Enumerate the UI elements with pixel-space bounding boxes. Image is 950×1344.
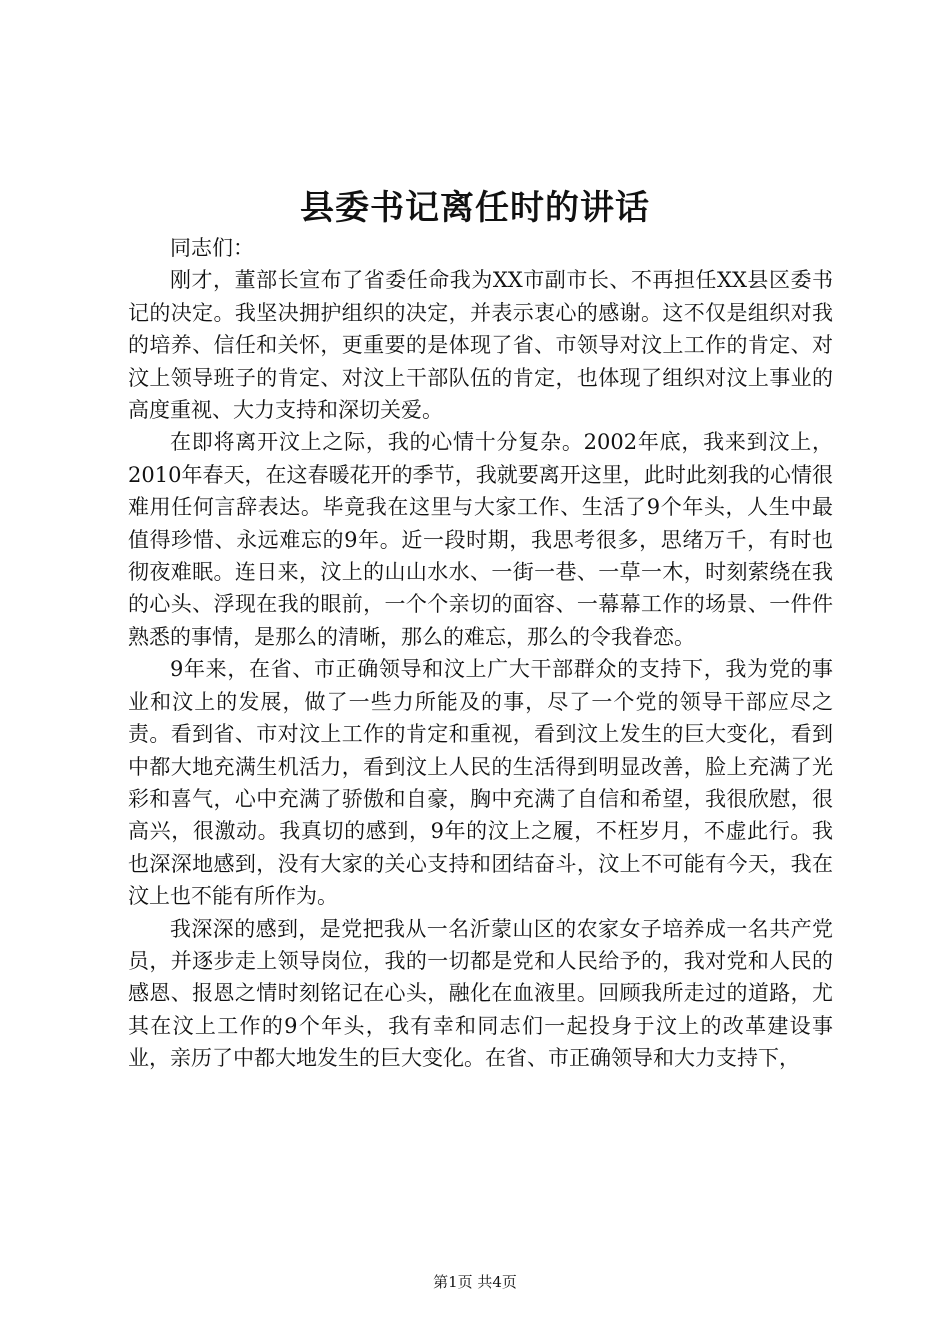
paragraph-4: 我深深的感到，是党把我从一名沂蒙山区的农家女子培养成一名共产党员，并逐步走上领导岗位，我的一切都是党和人民给予的，我对党和人民的感恩、报恩之情时刻铭记在心头，融化在血液里。回顾我所走过的道路，尤其在汶上工作的9个年头，我有幸和同志们一起投身于汶上的改革建设事业，亲历了中都大地发生的巨大变化。在省、市正确领导和大力支持下， (128, 916, 833, 1071)
paragraph-3: 9年来，在省、市正确领导和汶上广大干部群众的支持下，我为党的事业和汶上的发展，做了一些力所能及的事，尽了一个党的领导干部应尽之责。看到省、市对汶上工作的肯定和重视，看到汶上发生的巨大变化，看到中都大地充满生机活力，看到汶上人民的生活得到明显改善，脸上充满了光彩和喜气，心中充满了骄傲和自豪，胸中充满了自信和希望，我很欣慰，很高兴，很激动。我真切的感到，9年的汶上之履，不枉岁月，不虚此行。我也深深地感到，没有大家的关心支持和团结奋斗，汶上不可能有今天，我在汶上也不能有所作为。 (128, 657, 833, 909)
paragraph-1: 刚才，董部长宣布了省委任命我为XX市副市长、不再担任XX县区委书记的决定。我坚决拥护组织的决定，并表示衷心的感谢。这不仅是组织对我的培养、信任和关怀，更重要的是体现了省、市领导对汶上工作的肯定、对汶上领导班子的肯定、对汶上干部队伍的肯定，也体现了组织对汶上事业的高度重视、大力支持和深切关爱。 (128, 268, 833, 423)
document-body (128, 232, 833, 1075)
page-footer: 第1页 共4页 (433, 1273, 517, 1291)
document-title: 县委书记离任时的讲话 (300, 188, 650, 228)
salutation: 同志们： (170, 236, 254, 260)
paragraph-2: 在即将离开汶上之际，我的心情十分复杂。2002年底，我来到汶上，2010年春天，在这春暖花开的季节，我就要离开这里，此时此刻我的心情很难用任何言辞表达。毕竟我在这里与大家工作、生活了9个年头，人生中最值得珍惜、永远难忘的9年。近一段时期，我思考很多，思绪万千，有时也彻夜难眠。连日来，汶上的山山水水、一街一巷、一草一木，时刻萦绕在我的心头、浮现在我的眼前，一个个亲切的面容、一幕幕工作的场景、一件件熟悉的事情，是那么的清晰，那么的难忘，那么的令我眷恋。 (128, 430, 833, 649)
